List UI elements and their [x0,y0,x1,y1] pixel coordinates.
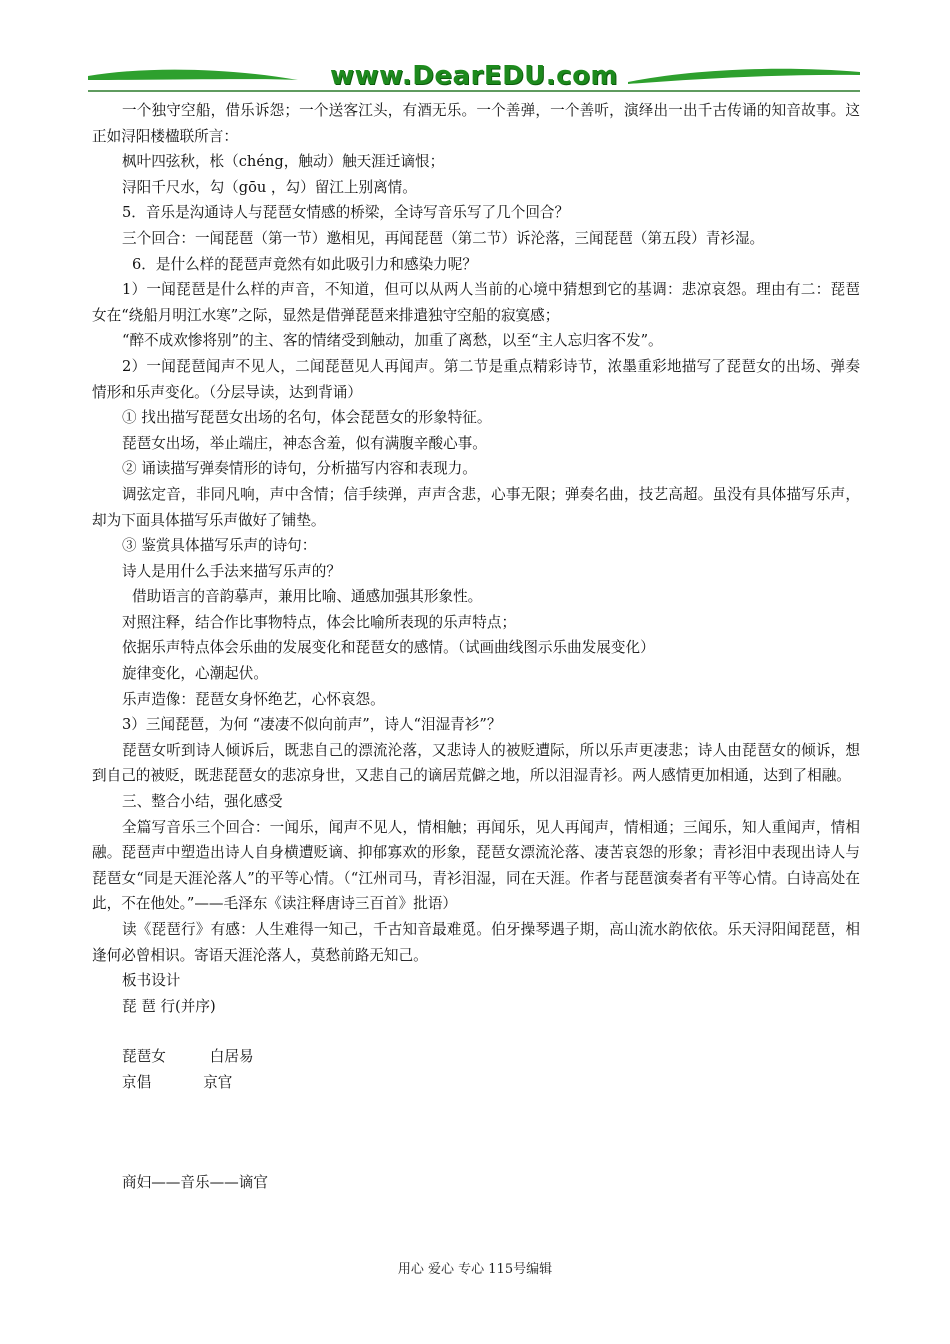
paragraph: ① 找出描写琵琶女出场的名句，体会琵琶女的形象特征。 [122,409,492,427]
board-row [92,1044,860,1070]
paragraph: 调弦定音，非同凡响，声中含情；信手续弹，声声含悲，心事无限；弹奏名曲，技艺高超。虽没有具体描写乐声，却为下面具体描写乐声做好了铺垫。 [92,485,860,529]
paragraph: 5．音乐是沟通诗人与琵琶女情感的桥梁，全诗写音乐写了几个回合？ [122,204,570,222]
paragraph: 一个独守空船，借乐诉怨；一个送客江头，有酒无乐。一个善弹，一个善听，演绎出一出千古传诵的知音故事。这正如浔阳楼楹联所言： [92,102,860,145]
board-row [92,1070,860,1096]
paragraph: 借助语言的音韵摹声，兼用比喻、通感加强其形象性。 [132,588,483,606]
paragraph: 诗人是用什么手法来描写乐声的？ [122,562,341,580]
paragraph: 对照注释，结合作比事物特点，体会比喻所表现的乐声特点； [122,613,517,631]
paragraph: 三个回合：一闻琵琶（第一节）邀相见，再闻琵琶（第二节）诉沦落，三闻琵琶（第五段）青衫湿。 [122,229,765,247]
paragraph: 6．是什么样的琵琶声竟然有如此吸引力和感染力呢？ [132,255,477,273]
paragraph: 乐声造像：琵琶女身怀绝艺，心怀哀怨。 [122,690,385,708]
paragraph: 依据乐声特点体会乐曲的发展变化和琵琶女的感情。（试画曲线图示乐曲发展变化） [122,639,655,657]
section-heading: 三、整合小结，强化感受 [122,793,283,811]
paragraph: 旋律变化，心潮起伏。 [122,665,268,683]
paragraph: 读《琵琶行》有感：人生难得一知己，千古知音最难觅。伯牙操琴遇子期，高山流水韵依依。乐天浔阳闻琵琶，相逢何必曾相识。寄语天涯沦落人，莫愁前路无知己。 [92,921,860,964]
board-title: 琵 琶 行(并序) [122,997,216,1015]
paragraph: 琵琶女听到诗人倾诉后，既悲自己的漂流沦落，又悲诗人的被贬遭际，所以乐声更凄悲；诗人由琵琶女的倾诉，想到自己的被贬，既悲琵琶女的悲凉身世，又悲自己的谪居荒僻之地，所以泪湿青衫。两人感情更加相通，达到了相融。 [92,741,860,785]
board-cell: 白居易 [209,1048,254,1066]
paragraph: 浔阳千尺水，勾（gōu ，勾）留江上别离情。 [122,178,417,196]
paragraph: 全篇写音乐三个回合：一闻乐，闻声不见人，情相触；再闻乐，见人再闻声，情相通；三闻乐，知人重闻声，情相融。琵琶声中塑造出诗人自身横遭贬谪、抑郁寡欢的形象，琵琶女漂流沦落、凄苦哀怨的形象；青衫泪中表现出诗人与琵琶女“同是天涯沦落人”的平等心情。（“江州司马，青衫泪湿，同在天涯。作者与琵琶演奏者有平等心情。白诗高处在此，不在他处。”——毛泽东《读注释唐诗三百首》批语） [92,818,860,913]
paragraph: “醉不成欢惨将别”的主、客的情绪受到触动，加重了离愁，以至“主人忘归客不发”。 [122,332,663,350]
document-body [92,98,860,1195]
board-cell: 商妇——音乐——谪官 [122,1173,268,1191]
paragraph: 2）一闻琵琶闻声不见人，二闻琵琶见人再闻声。第二节是重点精彩诗节，浓墨重彩地描写了琵琶女的出场、弹奏情形和乐声变化。（分层导读，达到背诵） [92,357,860,401]
paragraph: 1）一闻琵琶是什么样的声音，不知道，但可以从两人当前的心境中猜想到它的基调：悲凉哀怨。理由有二：琵琶女在“绕船月明江水寒”之际，显然是借弹琵琶来排遣独守空船的寂寞感； [92,281,860,324]
page-footer: 用心 爱心 专心 115号编辑 [397,1262,553,1277]
board-row [92,1170,860,1196]
site-header [88,58,860,98]
spacer [92,1096,860,1170]
paragraph: ③ 鉴赏具体描写乐声的诗句： [122,537,317,555]
paragraph: ② 诵读描写弹奏情形的诗句，分析描写内容和表现力。 [122,460,477,478]
board-cell: 京官 [203,1073,233,1091]
board-cell: 琵琶女 [122,1048,166,1066]
paragraph: 琵琶女出场，举止端庄，神态含羞，似有满腹辛酸心事。 [122,434,487,452]
spacer [92,1019,860,1044]
board-design-heading: 板书设计 [122,972,181,990]
site-logo[interactable]: www.DearEDU.com [329,61,619,91]
board-cell: 京倡 [122,1073,152,1091]
paragraph: 3）三闻琵琶，为何 “凄凄不似向前声”，诗人“泪湿青衫”？ [122,716,502,734]
paragraph: 枫叶四弦秋，枨（chéng，触动）触天涯迁谪恨； [122,153,445,171]
